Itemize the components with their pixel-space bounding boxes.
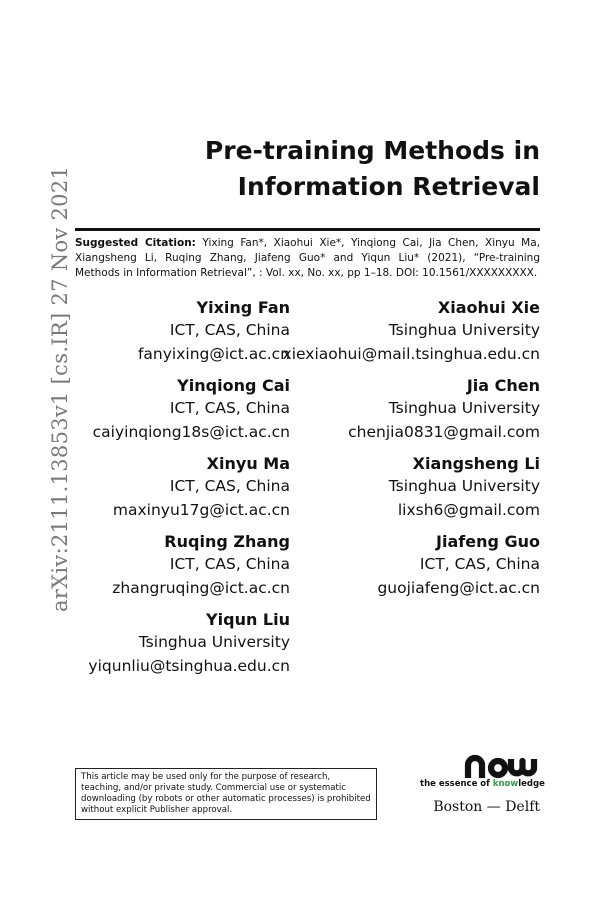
tagline-prefix: the essence of <box>420 779 493 789</box>
author-block <box>88 609 290 678</box>
title-divider <box>75 228 540 231</box>
license-notice-box <box>75 768 377 820</box>
author-affiliation: ICT, CAS, China <box>169 477 290 495</box>
author-name: Xinyu Ma <box>206 454 290 473</box>
author-block <box>283 375 540 444</box>
author-name: Jiafeng Guo <box>436 532 540 551</box>
author-block <box>88 453 290 522</box>
publisher-cities: Boston — Delft <box>433 799 540 815</box>
author-email: caiyinqiong18s@ict.ac.cn <box>92 423 290 441</box>
citation-text: Yixing Fan*, Xiaohui Xie*, Yinqiong Cai, Jia Chen, Xinyu Ma, Xiangsheng Li, Ruqing Zhang, Jiafeng Guo* and Yiqun Liu* (2021), “Pre-training Methods in Information Retrieval”, : Vol. xx, No. xx, pp 1–18. DOI: 10.1561/XXXXXXXXX. <box>75 237 541 279</box>
suggested-citation <box>75 236 540 281</box>
author-email: xiexiaohui@mail.tsinghua.edu.cn <box>282 345 540 363</box>
author-email: yiqunliu@tsinghua.edu.cn <box>88 657 290 675</box>
publisher-block <box>420 752 545 815</box>
paper-title <box>205 133 540 205</box>
author-block <box>283 297 540 366</box>
title-line-2: Information Retrieval <box>237 172 540 201</box>
author-email: maxinyu17g@ict.ac.cn <box>112 501 290 519</box>
author-email: zhangruqing@ict.ac.cn <box>112 579 290 597</box>
author-affiliation: ICT, CAS, China <box>169 321 290 339</box>
author-affiliation: Tsinghua University <box>388 399 540 417</box>
license-text: This article may be used only for the purpose of research, teaching, and/or private study. Commercial use or systematic downloading (by robots or other automatic processes) is prohibited without explicit Publisher approval. <box>81 772 371 815</box>
citation-label: Suggested Citation: <box>75 237 196 249</box>
author-name: Xiangsheng Li <box>412 454 540 473</box>
author-block <box>283 453 540 522</box>
author-block <box>88 531 290 600</box>
tagline-highlight: know <box>492 779 519 789</box>
author-name: Yinqiong Cai <box>177 376 290 395</box>
authors-left-column <box>88 297 290 687</box>
author-affiliation: ICT, CAS, China <box>419 555 540 573</box>
author-email: chenjia0831@gmail.com <box>348 423 540 441</box>
authors-right-column <box>283 297 540 609</box>
author-name: Jia Chen <box>466 376 540 395</box>
title-line-1: Pre-training Methods in <box>204 136 540 165</box>
author-block <box>88 375 290 444</box>
author-affiliation: Tsinghua University <box>388 477 540 495</box>
author-block <box>283 531 540 600</box>
author-name: Ruqing Zhang <box>164 532 290 551</box>
tagline-suffix: ledge <box>518 779 545 789</box>
author-email: fanyixing@ict.ac.cn <box>137 345 290 363</box>
author-affiliation: ICT, CAS, China <box>169 555 290 573</box>
author-block <box>88 297 290 366</box>
author-affiliation: Tsinghua University <box>388 321 540 339</box>
author-name: Yixing Fan <box>196 298 290 317</box>
author-name: Xiaohui Xie <box>437 298 540 317</box>
arxiv-identifier-stamp <box>28 112 72 612</box>
author-email: guojiafeng@ict.ac.cn <box>377 579 540 597</box>
arxiv-stamp-text: arXiv:2111.13853v1 [cs.IR] 27 Nov 2021 <box>48 165 72 612</box>
author-email: lixsh6@gmail.com <box>397 501 540 519</box>
author-affiliation: ICT, CAS, China <box>169 399 290 417</box>
author-affiliation: Tsinghua University <box>138 633 290 651</box>
now-publishers-logo <box>464 752 540 778</box>
author-name: Yiqun Liu <box>206 610 290 629</box>
publisher-tagline <box>420 779 545 789</box>
